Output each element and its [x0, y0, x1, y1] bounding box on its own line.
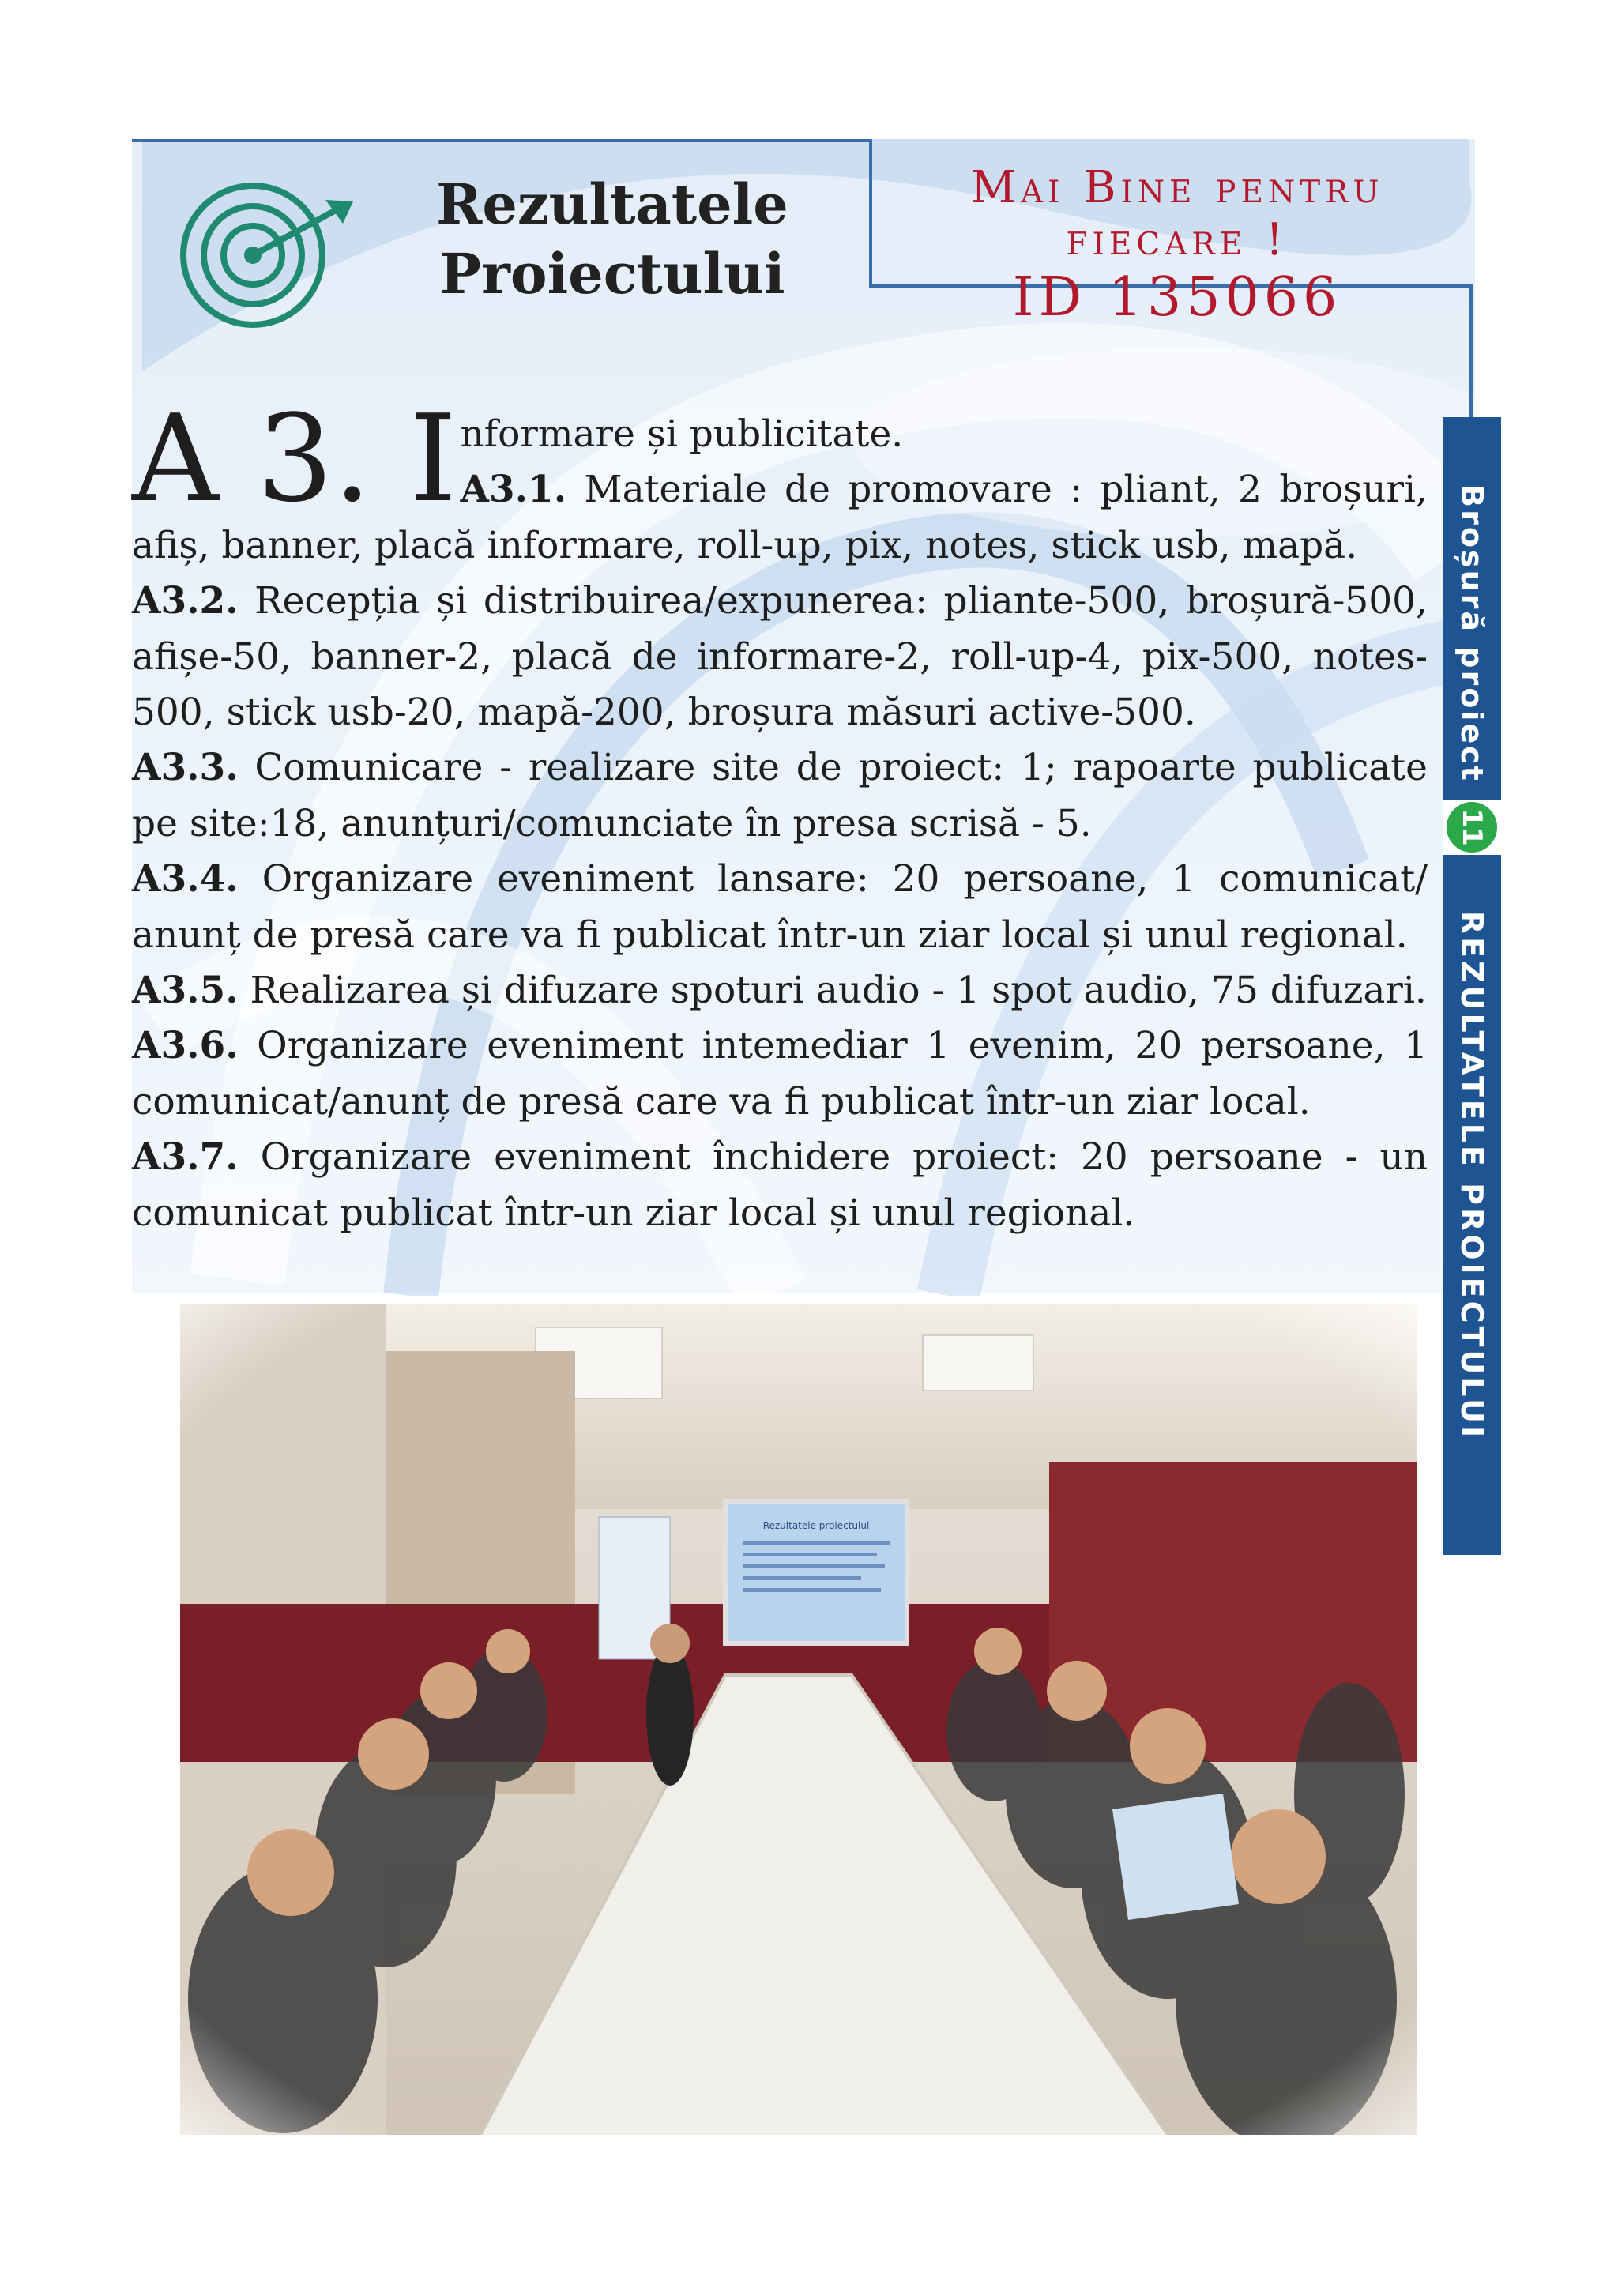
target-icon — [175, 178, 365, 328]
item-code: A3.4. — [132, 857, 239, 901]
item-code: A3.1. — [460, 468, 567, 512]
page-number-badge — [1444, 800, 1499, 855]
side-tab — [1443, 417, 1501, 1555]
item-text: Organizare eveniment închidere proiect: 20 persoane - un comunicat publicat într-un ziar local și unul regional. — [132, 1135, 1428, 1235]
side-tab-brochure-label: Broșură proiect — [1454, 484, 1489, 783]
meeting-photo — [180, 1304, 1417, 2135]
item-text: Organizare eveniment intemediar 1 evenim, 20 persoane, 1 comunicat/anunț de presă care va fi publicat într-un ziar local. — [132, 1024, 1428, 1124]
page-title-line-1: Rezultatele — [436, 171, 788, 237]
item-text: Organizare eveniment lansare: 20 persoane, 1 comunicat/ anunț de presă care va fi publicat într-un ziar local și unul regional. — [132, 857, 1428, 957]
item-code: A3.6. — [132, 1024, 239, 1068]
item-code: A3.5. — [132, 969, 239, 1013]
motto-block — [873, 162, 1481, 328]
meeting-photo-illustration — [180, 1304, 1417, 2135]
page-number: 11 — [1456, 808, 1488, 846]
item-text: Realizarea și difuzare spoturi audio - 1 spot audio, 75 difuzari. — [238, 969, 1427, 1013]
project-id: ID 135066 — [1012, 266, 1342, 329]
item-code: A3.7. — [132, 1135, 239, 1180]
page-title — [427, 170, 798, 308]
item-text: Recepția și distribuirea/expunerea: pliante-500, broșură-500, afișe-50, banner-2, placă de informare-2, roll-up-4, pix-500, notes-500, stick usb-20, mapă-200, broșura măsuri active-500. — [132, 579, 1428, 735]
item-code: A3.2. — [132, 579, 239, 623]
side-tab-section-label: REZULTATELE PROIECTULUI — [1454, 910, 1489, 1441]
section-body — [132, 389, 1428, 1241]
section-dropcap: A 3. I — [132, 389, 457, 529]
header-frame-line — [132, 139, 871, 142]
page-title-line-2: Proiectului — [439, 240, 785, 307]
item-code: A3.3. — [132, 746, 239, 790]
header-frame-line — [869, 139, 872, 286]
section-heading: nformare și publicitate. — [460, 412, 904, 456]
motto-text: Mai Bine pentru fiecare ! — [970, 162, 1384, 265]
item-text: Comunicare - realizare site de proiect: 1; rapoarte publicate pe site:18, anunțuri/comunciate în presa scrisă - 5. — [132, 746, 1428, 845]
item-text: Materiale de promovare : pliant, 2 broșuri, afiș, banner, placă informare, roll-up, pix, notes, stick usb, mapă. — [132, 468, 1428, 567]
